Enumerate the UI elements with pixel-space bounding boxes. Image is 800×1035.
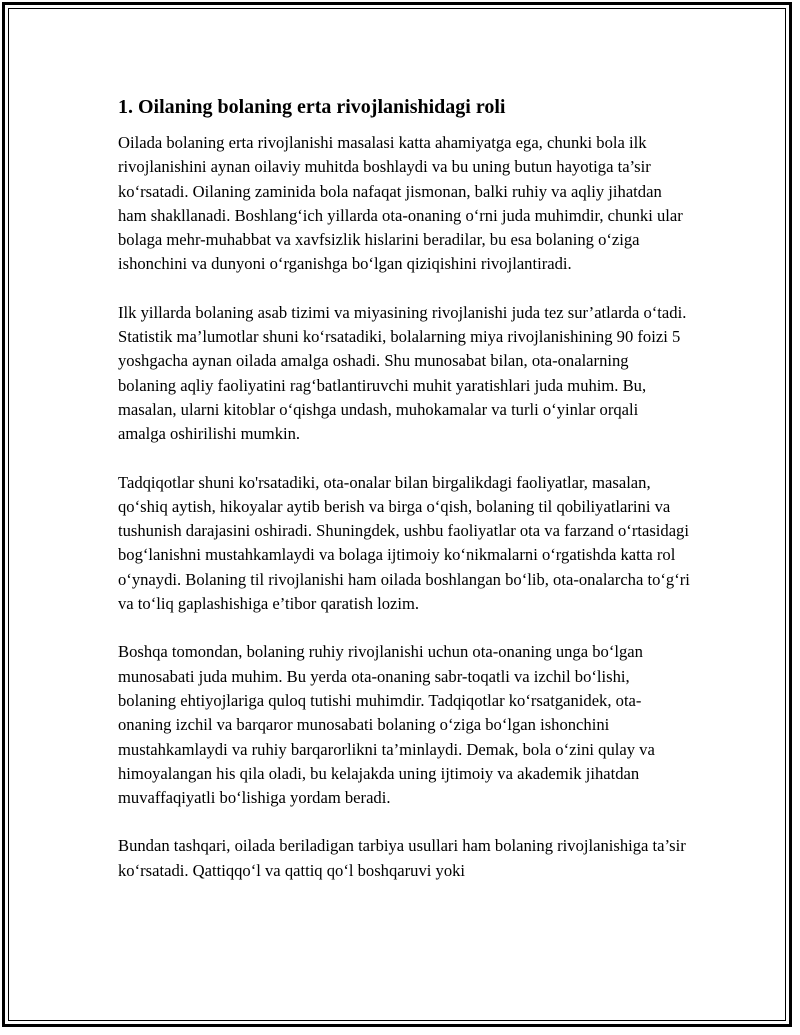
section-heading: 1. Oilaning bolaning erta rivojlanishidagi roli [118,96,506,118]
paragraph-3: Tadqiqotlar shuni ko'rsatadiki, ota-onalar bilan birgalikdagi faoliyatlar, masalan, qo‘shiq aytish, hikoyalar aytib berish va birga o‘qish, bolaning til qobiliyatlarini va tushunish darajasini oshiradi. Shuningdek, ushbu faoliyatlar ota va farzand o‘rtasidagi bog‘lanishni mustahkamlaydi va bolaga ijtimoiy ko‘nikmalarni o‘rgatishda katta rol o‘ynaydi. Bolaning til rivojlanishi ham oilada boshlangan bo‘lib, ota-onalarcha to‘g‘ri va to‘liq gaplashishiga e’tibor qaratish lozim. [118,472,690,614]
paragraph-4: Boshqa tomondan, bolaning ruhiy rivojlanishi uchun ota-onaning unga bo‘lgan munosabati juda muhim. Bu yerda ota-onaning sabr-toqatli va izchil bo‘lishi, bolaning ehtiyojlariga quloq tutishi muhimdir. Tadqiqotlar ko‘rsatganidek, ota-onaning izchil va barqaror munosabati bolaning o‘ziga bo‘lgan ishonchini mustahkamlaydi va ruhiy barqarorlikni ta’minlaydi. Demak, bola o‘zini qulay va himoyalangan his qila oladi, bu kelajakda uning ijtimoiy va akademik jihatdan muvaffaqiyatli bo‘lishiga yordam beradi. [118,642,655,808]
document-body [118,92,690,907]
paragraph-2: Ilk yillarda bolaning asab tizimi va miyasining rivojlanishi juda tez sur’atlarda o‘tadi. Statistik ma’lumotlar shuni ko‘rsatadiki, bolalarning miya rivojlanishining 90 foizi 5 yoshgacha aynan oilada amalga oshadi. Shu munosabat bilan, ota-onalarning bolaning aqliy faoliyatini rag‘batlantiruvchi muhit yaratishlari juda muhim. Bu, masalan, ularni kitoblar o‘qishga undash, muhokamalar va turli o‘yinlar orqali amalga oshirilishi mumkin. [118,302,687,444]
paragraph-5: Bundan tashqari, oilada beriladigan tarbiya usullari ham bolaning rivojlanishiga ta’sir ko‘rsatadi. Qattiqqo‘l va qattiq qo‘l boshqaruvi yoki [118,836,686,880]
paragraph-1: Oilada bolaning erta rivojlanishi masalasi katta ahamiyatga ega, chunki bola ilk rivojlanishini aynan oilaviy muhitda boshlaydi va bu uning butun hayotiga ta’sir ko‘rsatadi. Oilaning zaminida bola nafaqat jismonan, balki ruhiy va aqliy jihatdan ham shakllanadi. Boshlang‘ich yillarda ota-onaning o‘rni juda muhimdir, chunki ular bolaga mehr-muhabbat va xavfsizlik hislarini beradilar, bu esa bolaning o‘ziga ishonchini va dunyoni o‘rganishga bo‘lgan qiziqishini rivojlantiradi. [118,133,683,274]
